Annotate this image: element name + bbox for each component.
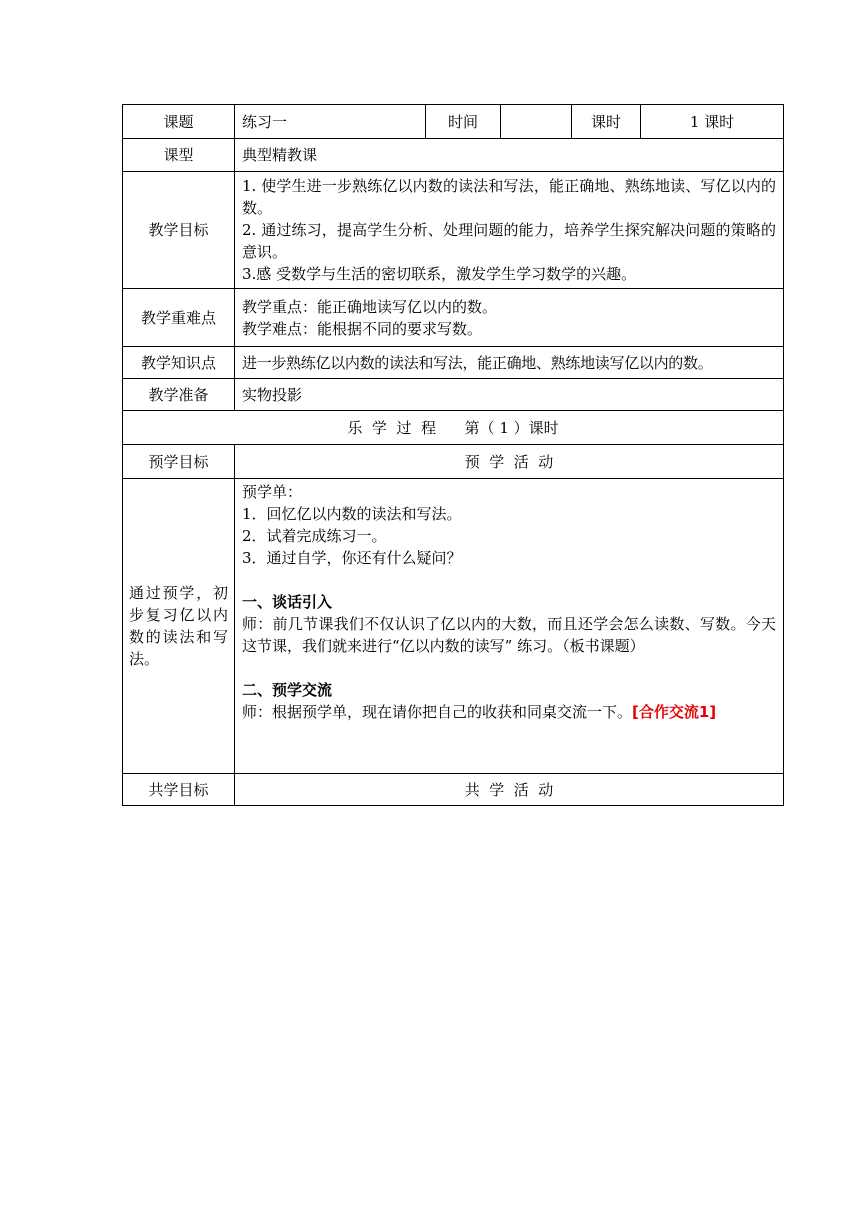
co-study-activity-label: 共 学 活 动 <box>235 774 784 806</box>
co-study-header-row <box>123 774 784 806</box>
key-point-item: 教学重点：能正确地读写亿以内的数。 <box>242 297 498 316</box>
knowledge-label: 教学知识点 <box>123 347 235 379</box>
pre-study-goal-text: 通过预学，初步复习亿以内数的读法和写法。 <box>123 479 235 774</box>
objective-item: 2. 通过练习，提高学生分析、处理问题的能力，培养学生探究解决问题的策略的意识。 <box>242 221 776 261</box>
type-label: 课型 <box>123 139 235 172</box>
key-points-label: 教学重难点 <box>123 289 235 347</box>
process-row <box>123 411 784 445</box>
process-title: 乐 学 过 程 第（ 1 ）课时 <box>123 411 784 445</box>
topic-value: 练习一 <box>235 105 426 139</box>
pre-study-goal-label: 预学目标 <box>123 445 235 479</box>
knowledge-value: 进一步熟练亿以内数的读法和写法，能正确地、熟练地读写亿以内的数。 <box>235 347 784 379</box>
lesson-plan-table <box>122 104 784 806</box>
time-label: 时间 <box>426 105 501 139</box>
preparation-value: 实物投影 <box>235 379 784 411</box>
pre-study-activities <box>235 479 784 774</box>
preparation-label: 教学准备 <box>123 379 235 411</box>
sheet-item: 1．回忆亿以内数的读法和写法。 <box>242 505 462 523</box>
key-points-content <box>235 289 784 347</box>
section2-tag: [合作交流1] <box>632 703 717 721</box>
header-row <box>123 105 784 139</box>
pre-study-activity-label: 预 学 活 动 <box>235 445 784 479</box>
period-label: 课时 <box>572 105 641 139</box>
pre-study-content-row <box>123 479 784 774</box>
section1-text: 师：前几节课我们不仅认识了亿以内的大数，而且还学会怎么读数、写数。今天这节课，我们就来进行“亿以内数的读写” 练习。（板书课题） <box>242 615 776 655</box>
type-row <box>123 139 784 172</box>
preparation-row <box>123 379 784 411</box>
objective-item: 1. 使学生进一步熟练亿以内数的读法和写法，能正确地、熟练地读、写亿以内的数。 <box>242 177 776 217</box>
section2-paragraph <box>242 701 776 723</box>
knowledge-row <box>123 347 784 379</box>
type-value: 典型精教课 <box>235 139 784 172</box>
section2-title: 二、预学交流 <box>242 681 333 699</box>
topic-label: 课题 <box>123 105 235 139</box>
time-value <box>501 105 572 139</box>
objectives-label: 教学目标 <box>123 172 235 289</box>
sheet-item: 2．试着完成练习一。 <box>242 527 387 545</box>
section2-text: 师：根据预学单，现在请你把自己的收获和同桌交流一下。 <box>242 703 633 721</box>
co-study-goal-label: 共学目标 <box>123 774 235 806</box>
key-point-item: 教学难点：能根据不同的要求写数。 <box>242 319 483 338</box>
sheet-item: 3．通过自学，你还有什么疑问？ <box>242 549 462 567</box>
objective-item: 3.感 受数学与生活的密切联系，激发学生学习数学的兴趣。 <box>242 265 637 283</box>
objectives-content <box>235 172 784 289</box>
period-value: 1 课时 <box>641 105 784 139</box>
key-points-row <box>123 289 784 347</box>
section1-title: 一、谈话引入 <box>242 593 333 611</box>
objectives-row <box>123 172 784 289</box>
sheet-title: 预学单： <box>242 483 303 501</box>
pre-study-header-row <box>123 445 784 479</box>
